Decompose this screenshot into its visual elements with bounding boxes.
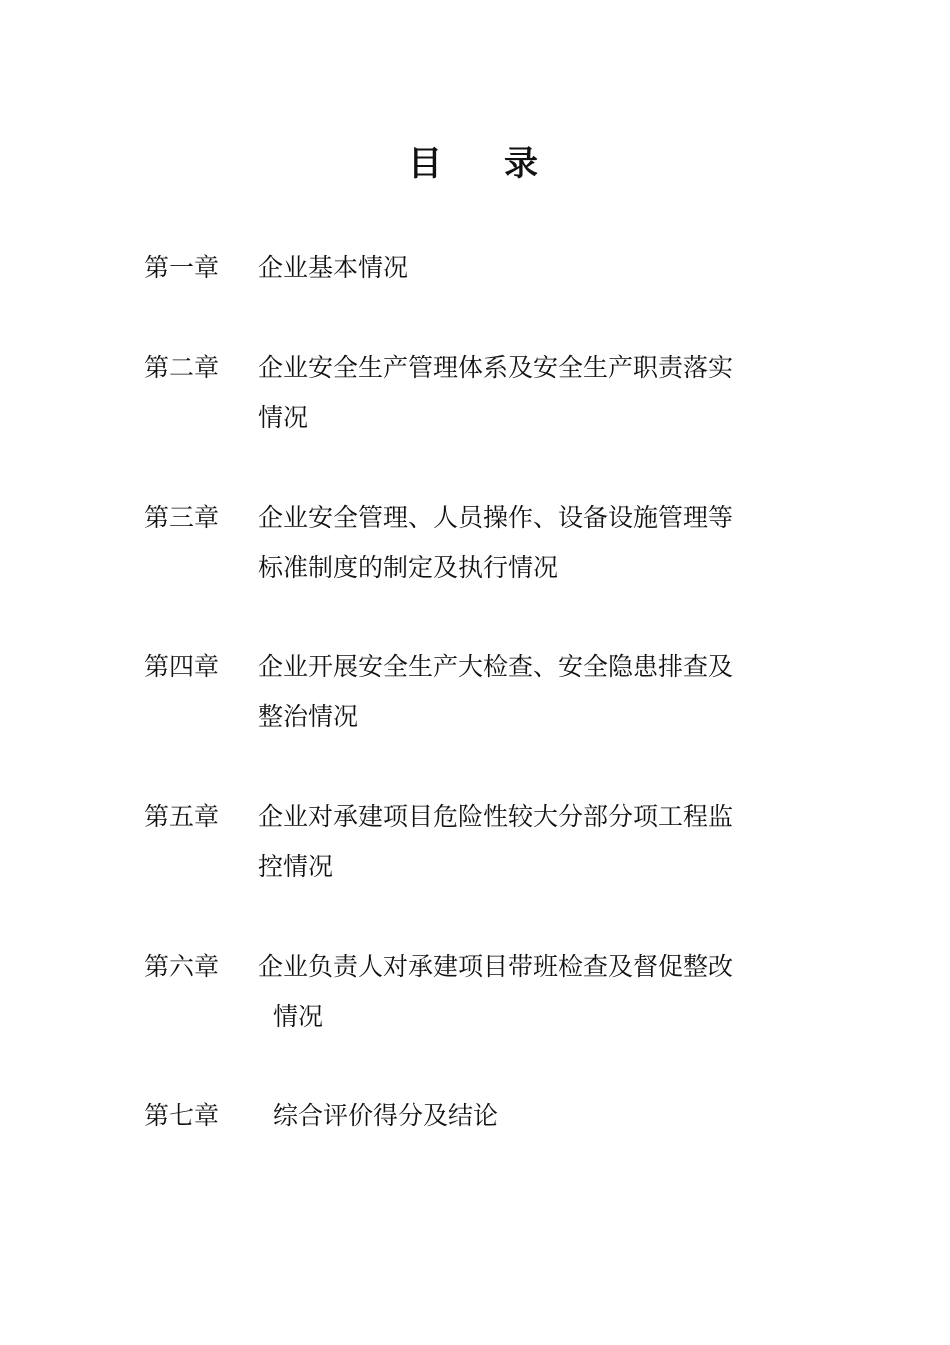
page-title-char-2: 录 [504, 144, 538, 184]
chapter-title [258, 493, 778, 593]
chapter-title [258, 792, 778, 892]
chapter-title-line: 企业开展安全生产大检查、安全隐患排查及 [258, 652, 734, 681]
chapter-title-line: 情况 [258, 403, 309, 432]
chapter-title-line: 企业安全生产管理体系及安全生产职责落实 [258, 353, 734, 382]
chapter-number: 第七章 [144, 1101, 220, 1130]
chapter-title [258, 1091, 778, 1141]
chapter-title-line: 企业对承建项目危险性较大分部分项工程监 [258, 802, 734, 831]
chapter-title-line: 企业负责人对承建项目带班检查及督促整改 [258, 952, 734, 981]
page-title-char-1: 目 [408, 144, 442, 184]
chapter-number: 第三章 [144, 503, 220, 532]
chapter-number: 第六章 [144, 952, 220, 981]
chapter-number: 第一章 [144, 253, 220, 282]
chapter-title-line: 标准制度的制定及执行情况 [258, 553, 559, 582]
chapter-title [258, 942, 778, 1042]
chapter-title-line: 综合评价得分及结论 [273, 1101, 499, 1130]
chapter-title-line: 企业基本情况 [258, 253, 409, 282]
chapter-title-line: 企业安全管理、人员操作、设备设施管理等 [258, 503, 734, 532]
chapter-title [258, 343, 778, 443]
chapter-number: 第四章 [144, 652, 220, 681]
chapter-title [258, 243, 778, 293]
chapter-number: 第二章 [144, 353, 220, 382]
chapter-title [258, 642, 778, 742]
chapter-title-line: 情况 [273, 1002, 324, 1031]
chapter-title-line: 控情况 [258, 852, 334, 881]
chapter-title-line: 整治情况 [258, 702, 359, 731]
chapter-number: 第五章 [144, 802, 220, 831]
